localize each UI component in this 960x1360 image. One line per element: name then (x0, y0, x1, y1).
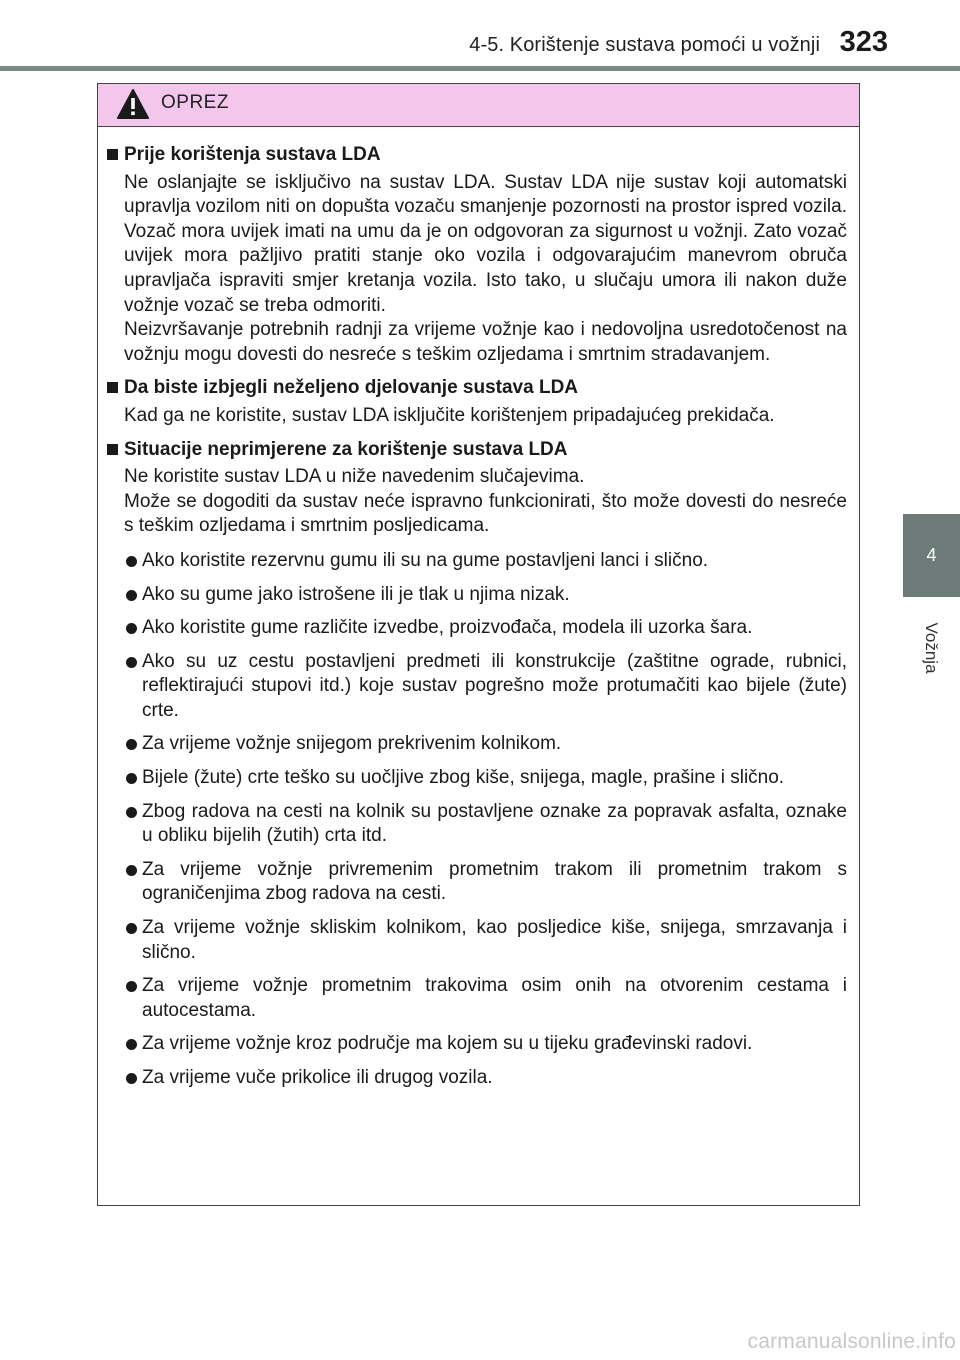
list-item: Ako koristite gume različite izvedbe, proizvođača, modela ili uzorka šara. (107, 616, 847, 641)
section-title: Prije korištenja sustava LDA (107, 143, 847, 168)
warning-triangle-icon (116, 88, 150, 120)
header-divider (0, 66, 960, 71)
chapter-tab[interactable] (903, 514, 960, 597)
situation-list (107, 549, 847, 1091)
list-item: Za vrijeme vuče prikolice ili drugog vozila. (107, 1066, 847, 1091)
caution-label: OPREZ (161, 92, 229, 113)
list-item: Ako su gume jako istrošene ili je tlak u njima nizak. (107, 583, 847, 608)
list-item: Za vrijeme vožnje kroz područje ma kojem su u tijeku građevinski radovi. (107, 1032, 847, 1057)
chapter-tab-label: Vožnja (922, 622, 941, 674)
page-number: 323 (839, 26, 888, 58)
list-item: Za vrijeme vožnje snijegom prekrivenim kolnikom. (107, 732, 847, 757)
section-title: Da biste izbjegli neželjeno djelovanje sustava LDA (107, 376, 847, 401)
caution-content (98, 127, 859, 1100)
running-header-title: 4-5. Korištenje sustava pomoći u vožnji (469, 34, 820, 56)
section-before-use (107, 143, 847, 367)
list-item: Za vrijeme vožnje skliskim kolnikom, kao posljedice kiše, snijega, smrzavanja i slično. (107, 916, 847, 965)
paragraph: Neizvršavanje potrebnih radnji za vrijeme vožnje kao i nedovoljna usredotočenost na vožnju mogu dovesti do nesreće s teškim ozljedama i smrtnim stradavanjem. (124, 319, 847, 365)
list-item: Bijele (žute) crte teško su uočljive zbog kiše, snijega, magle, prašine i slično. (107, 766, 847, 791)
section-unsuitable-situations (107, 438, 847, 1091)
caution-box (97, 83, 860, 1206)
paragraph: Može se dogoditi da sustav neće ispravno funkcionirati, što može dovesti do nesreće s teškim ozljedama i smrtnim posljedicama. (124, 490, 847, 537)
paragraph: Ne koristite sustav LDA u niže navedenim slučajevima. (124, 466, 585, 488)
list-item: Ako su uz cestu postavljeni predmeti ili konstrukcije (zaštitne ograde, rubnici, reflektirajući stupovi itd.) koje sustav pogrešno može protumačiti kao bijele (žute) crte. (107, 650, 847, 724)
list-item: Ako koristite rezervnu gumu ili su na gume postavljeni lanci i slično. (107, 549, 847, 574)
paragraph: Kad ga ne koristite, sustav LDA isključite korištenjem pripadajućeg prekidača. (124, 404, 775, 426)
paragraph: Ne oslanjajte se isključivo na sustav LDA. Sustav LDA nije sustav koji automatski upravlja vozilom niti on dopušta vozaču smanjenje pozornosti na prostor ispred vozila. Vozač mora uvijek imati na umu da je on odgovoran za sigurnost u vožnji. Zato vozač uvijek mora pažljivo pratiti stanje oko vozila i odgovarajućim manevrom obruča upravljača ispraviti smjer kretanja vozila. Isto tako, u slučaju umora ili nakon duže vožnje vozač se treba odmoriti. (124, 171, 847, 316)
list-item: Zbog radova na cesti na kolnik su postavljene oznake za popravak asfalta, oznake u obliku bijelih (žutih) crta itd. (107, 800, 847, 849)
list-item: Za vrijeme vožnje privremenim prometnim trakom ili prometnim trakom s ograničenjima zbog radova na cesti. (107, 858, 847, 907)
list-item: Za vrijeme vožnje prometnim trakovima osim onih na otvorenim cestama i autocestama. (107, 974, 847, 1023)
caution-header (98, 84, 859, 127)
watermark: carmanualsonline.info (747, 1330, 956, 1353)
section-title: Situacije neprimjerene za korištenje sustava LDA (107, 438, 847, 463)
chapter-tab-number: 4 (926, 545, 937, 565)
section-avoid-unwanted-operation (107, 376, 847, 428)
